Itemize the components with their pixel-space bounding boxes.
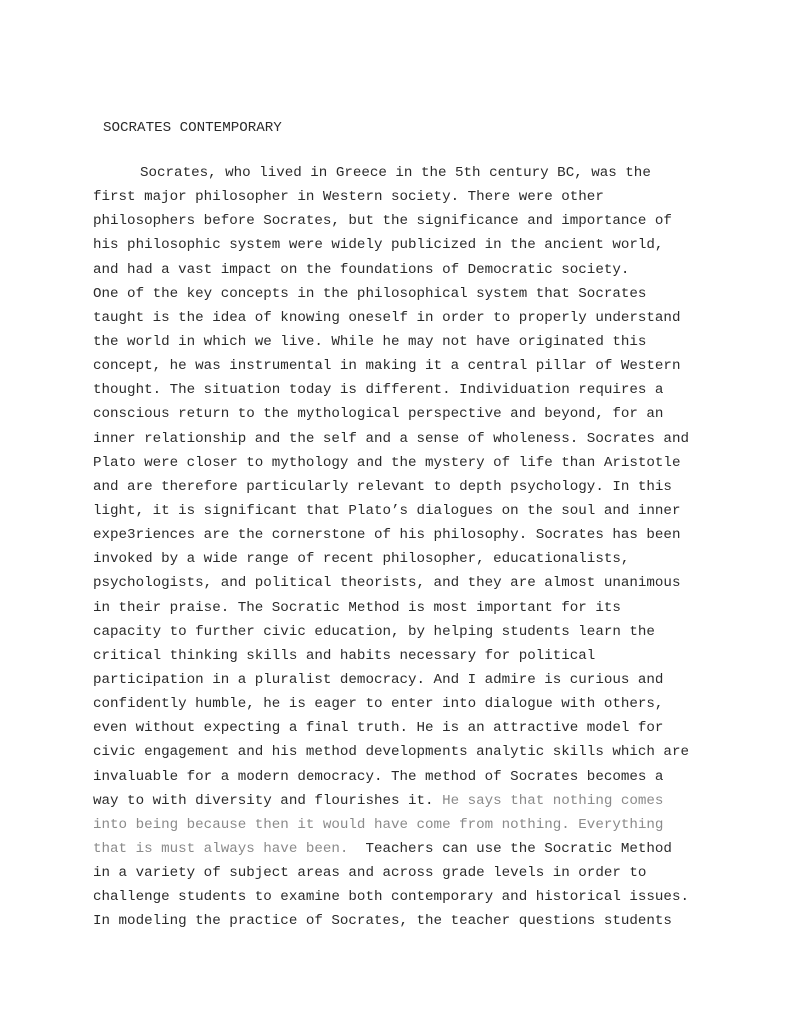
- text-segment: One of the key concepts in the philosophical system that Socrates: [93, 285, 647, 302]
- text-line: [93, 813, 733, 837]
- text-line: [93, 861, 733, 885]
- text-segment: philosophers before Socrates, but the significance and importance of: [93, 213, 672, 230]
- text-line: [93, 692, 733, 716]
- text-line: [93, 402, 733, 426]
- text-segment: Plato were closer to mythology and the mystery of life than Aristotle: [93, 454, 681, 471]
- text-segment: Teachers can use the Socratic Method: [348, 840, 672, 857]
- document-body: [93, 161, 733, 934]
- text-line: [93, 209, 733, 233]
- text-segment: critical thinking skills and habits necessary for political: [93, 647, 596, 664]
- text-line: [93, 571, 733, 595]
- text-line: [93, 909, 733, 933]
- text-line: [93, 378, 733, 402]
- text-line: [93, 282, 733, 306]
- text-line: [93, 620, 733, 644]
- text-segment: invaluable for a modern democracy. The method of Socrates becomes a: [93, 768, 664, 785]
- text-segment: thought. The situation today is different. Individuation requires a: [93, 382, 664, 399]
- text-line: [93, 499, 733, 523]
- text-segment: first major philosopher in Western society. There were other: [93, 189, 604, 206]
- text-line: [93, 258, 733, 282]
- text-segment: civic engagement and his method developments analytic skills which are: [93, 744, 689, 761]
- text-segment-gray: into being because then it would have come from nothing. Everything: [93, 816, 664, 833]
- text-line: [93, 596, 733, 620]
- text-line: [93, 523, 733, 547]
- text-segment: concept, he was instrumental in making it a central pillar of Western: [93, 358, 681, 375]
- text-line: [93, 644, 733, 668]
- text-segment: participation in a pluralist democracy. And I admire is curious and: [93, 671, 664, 688]
- text-segment: and are therefore particularly relevant to depth psychology. In this: [93, 478, 672, 495]
- text-segment: invoked by a wide range of recent philosopher, educationalists,: [93, 551, 630, 568]
- text-segment: Socrates, who lived in Greece in the 5th century BC, was the: [140, 165, 651, 181]
- text-segment: his philosophic system were widely publicized in the ancient world,: [93, 237, 664, 254]
- text-segment: capacity to further civic education, by helping students learn the: [93, 623, 655, 640]
- text-line: [93, 354, 733, 378]
- text-line: [93, 233, 733, 257]
- text-segment: In modeling the practice of Socrates, the teacher questions students: [93, 913, 672, 930]
- text-line: [93, 451, 733, 475]
- text-line: [93, 765, 733, 789]
- text-line: [93, 837, 733, 861]
- text-line: [93, 547, 733, 571]
- text-line: [93, 185, 733, 209]
- text-segment-gray: He says that nothing comes: [442, 792, 664, 809]
- text-line: [93, 716, 733, 740]
- text-segment: in their praise. The Socratic Method is most important for its: [93, 599, 621, 616]
- text-line: [93, 306, 733, 330]
- text-segment-gray: that is must always have been.: [93, 840, 349, 857]
- text-segment: taught is the idea of knowing oneself in order to properly understand: [93, 309, 681, 326]
- text-segment: way to with diversity and flourishes it.: [93, 792, 443, 809]
- text-segment: the world in which we live. While he may not have originated this: [93, 333, 647, 350]
- text-line: [93, 668, 733, 692]
- text-line: [93, 161, 733, 185]
- text-segment: expe3riences are the cornerstone of his philosophy. Socrates has been: [93, 527, 681, 544]
- text-line: [93, 427, 733, 451]
- text-line: [93, 740, 733, 764]
- text-line: [93, 885, 733, 909]
- text-segment: confidently humble, he is eager to enter into dialogue with others,: [93, 696, 664, 713]
- text-segment: challenge students to examine both contemporary and historical issues.: [93, 889, 689, 906]
- text-segment: light, it is significant that Plato’s dialogues on the soul and inner: [93, 502, 681, 519]
- text-segment: inner relationship and the self and a sense of wholeness. Socrates and: [93, 430, 689, 447]
- document-title: SOCRATES CONTEMPORARY: [103, 120, 282, 136]
- text-segment: in a variety of subject areas and across grade levels in order to: [93, 865, 647, 882]
- text-line: [93, 475, 733, 499]
- text-segment: conscious return to the mythological perspective and beyond, for an: [93, 406, 664, 423]
- text-segment: and had a vast impact on the foundations of Democratic society.: [93, 261, 630, 278]
- text-line: [93, 330, 733, 354]
- text-line: [93, 789, 733, 813]
- document-page: [93, 116, 733, 934]
- text-segment: even without expecting a final truth. He is an attractive model for: [93, 720, 664, 737]
- text-segment: psychologists, and political theorists, and they are almost unanimous: [93, 575, 681, 592]
